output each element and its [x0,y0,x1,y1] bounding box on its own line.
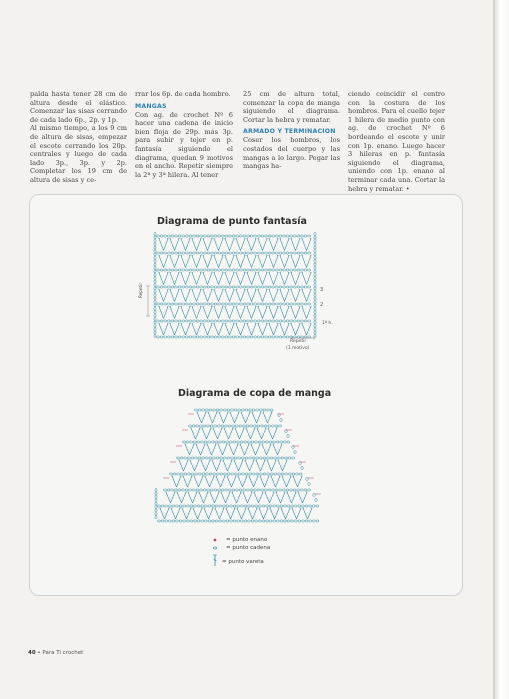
paragraph: ciendo coincidir el centro con la costura de los hombros. Para el cuello tejer 1 hilera de medio punto con ag. de crochet Nº 6 bordeando el escote y unir con 1p. enano. Luego hacer 3 hileras en p. fantasía siguiendo el diagrama, uniendo con 1p. enano al terminar cada una. Cortar la hebra y rematar. • [348,90,445,193]
paragraph: Al mismo tiempo, a los 9 cm de altura de sisas, empezar el escote cerrando los 20p. centrales y luego de cada lado 3p., 3p. y 2p. Completar los 19 cm de altura de sisas y ce- [30,124,127,184]
section-heading-mangas: MANGAS [135,102,167,110]
paragraph: rrar los 6p. de cada hombro. [135,90,231,98]
row-label-1: 1ª h. [322,321,333,326]
paragraph: palda hasta tener 28 cm de altura desde el elástico. Comenzar las sisas cerrando de cada lado 6p., 2p. y 1p. [30,90,127,124]
diagram-title-copa: Diagrama de copa de manga [178,388,332,399]
paragraph: Coser los hombros, los costados del cuerpo y las mangas a lo largo. Pegar las mangas ha- [243,136,340,171]
copa-manga-chart [155,409,321,522]
paragraph: Con ag. de crochet Nº 6 hacer una cadena de inicio bien floja de 29p. más 3p. para subir y tejer en p. fantasía siguiendo el diagrama, quedan 9 motivos en el ancho. Repetir siempre la 2ª y 3ª hilera. Al tener [135,110,233,179]
legend-cadena-label: = punto cadena [226,545,271,551]
paragraph: 25 cm de altura total, comenzar la copa de manga siguiendo el diagrama. Cortar la hebra y rematar. [243,90,340,124]
diagram-title-fantasia: Diagrama de punto fantasía [157,216,307,227]
page-footer [28,650,83,656]
legend-vareta-label: = punto vareta [222,559,264,565]
row-label-2: 2 [320,302,324,308]
punto-fantasia-chart [146,233,316,341]
magazine-name: • Para Ti crochet [37,650,84,656]
legend-symbols [213,539,217,566]
repeat-label-bottom: Repetir [290,339,307,344]
motif-label: (1 motivo) [286,346,310,351]
row-label-3: 3 [320,287,324,293]
repeat-label-left: Repetir [138,282,143,298]
page-number: 40 [28,650,36,656]
section-heading-armado: ARMADO Y TERMINACION [243,128,336,136]
legend-enano-label: = punto enano [226,537,268,543]
